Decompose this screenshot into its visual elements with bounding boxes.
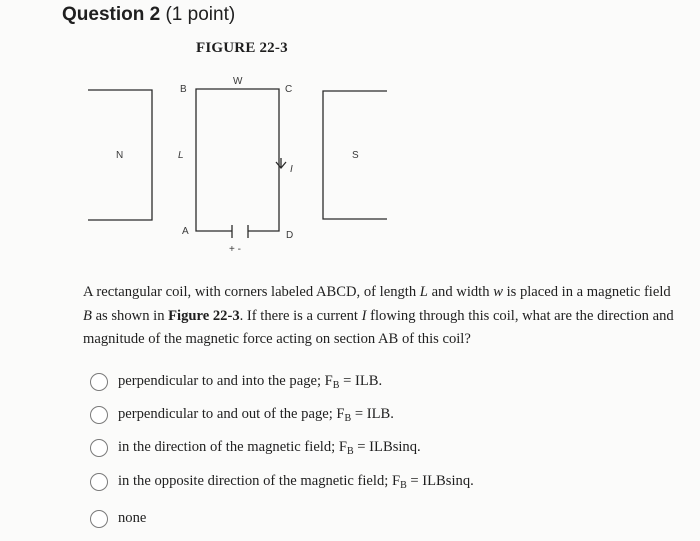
coil-outline (196, 89, 279, 231)
prompt-var-w: w (493, 284, 503, 300)
radio-button[interactable] (90, 473, 108, 491)
label-s: S (352, 150, 359, 161)
label-d: D (286, 230, 294, 241)
prompt-var-i: I (361, 307, 367, 324)
prompt-var-l: L (419, 284, 428, 300)
radio-button[interactable] (90, 510, 108, 528)
figure-reference: Figure 22-3 (168, 307, 240, 324)
prompt-text: as shown in (91, 307, 169, 324)
option-label: none (118, 510, 147, 526)
prompt-text: is placed in a magnetic field (502, 284, 671, 300)
label-b: B (180, 84, 187, 95)
label-w: W (233, 76, 243, 87)
prompt-text: and width (427, 284, 494, 300)
label-n: N (116, 150, 124, 161)
label-terminals: + - (229, 244, 241, 255)
question-points: (1 point) (165, 4, 236, 25)
label-i: I (290, 164, 293, 175)
question-text (83, 281, 683, 352)
label-a: A (182, 226, 189, 237)
option-label: perpendicular to and into the page; $F_B$ = ILB. (118, 373, 383, 391)
prompt-text: A rectangular coil, with corners labeled ABCD, of length (83, 284, 420, 300)
option-label: perpendicular to and out of the page; $F_B$ = ILB. (118, 406, 394, 424)
answer-option-3[interactable] (90, 438, 421, 458)
answer-option-1[interactable] (90, 372, 382, 392)
prompt-text: flowing through this coil, what are the direction and magnitude of the magnetic force acting on section AB of this coil? (83, 307, 674, 347)
radio-button[interactable] (90, 439, 108, 457)
radio-button[interactable] (90, 373, 108, 391)
option-label: in the direction of the magnetic field; $F_B = ILBsinq$. (118, 439, 421, 457)
label-l: L (178, 150, 184, 161)
question-label: Question 2 (62, 4, 161, 25)
figure-title: FIGURE 22-3 (196, 40, 288, 56)
prompt-text: . If there is a current (239, 307, 362, 324)
label-c: C (285, 84, 293, 95)
option-label: in the opposite direction of the magnetic field; $F_B = ILBsinq$. (118, 473, 474, 491)
prompt-var-b: B (83, 307, 92, 324)
radio-button[interactable] (90, 406, 108, 424)
answer-option-5[interactable] (90, 509, 146, 529)
answer-option-4[interactable] (90, 472, 474, 492)
answer-option-2[interactable] (90, 405, 394, 425)
